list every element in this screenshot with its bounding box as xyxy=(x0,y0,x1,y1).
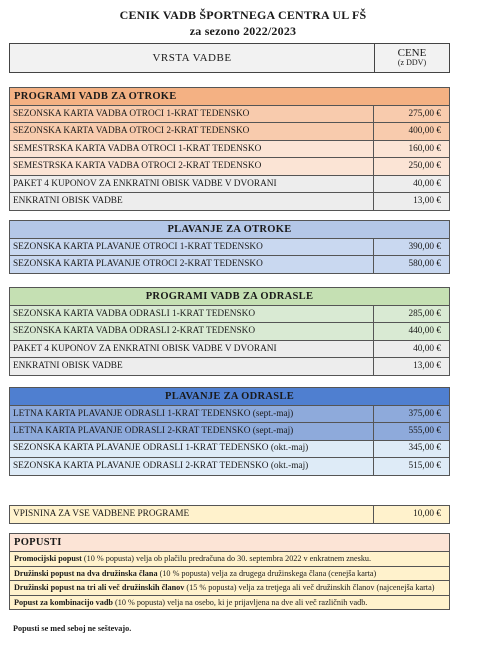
page-title: CENIK VADB ŠPORTNEGA CENTRA UL FŠ xyxy=(119,8,367,22)
row-price: 390,00 € xyxy=(374,238,450,256)
row-label: PAKET 4 KUPONOV ZA ENKRATNI OBISK VADBE V DVORANI xyxy=(10,175,374,193)
header-prices-vat: (z DDV) xyxy=(397,58,427,67)
row-label: SEZONSKA KARTA PLAVANJE ODRASLI 2-KRAT TEDENSKO (okt.-maj) xyxy=(10,458,374,476)
row-label: SEZONSKA KARTA VADBA OTROCI 1-KRAT TEDENSKO xyxy=(10,105,374,123)
row-label: ENKRATNI OBISK VADBE xyxy=(10,193,374,211)
table-row xyxy=(10,123,450,141)
row-price: 345,00 € xyxy=(374,440,450,458)
table-row xyxy=(10,405,450,423)
discounts-heading: POPUSTI xyxy=(10,534,449,552)
table-row xyxy=(10,323,450,341)
table-row xyxy=(10,105,450,123)
discounts-box xyxy=(9,533,450,610)
row-price: 400,00 € xyxy=(374,123,450,141)
row-label: SEZONSKA KARTA PLAVANJE ODRASLI 1-KRAT TEDENSKO (okt.-maj) xyxy=(10,440,374,458)
discount-name: Družinski popust na dva družinska člana xyxy=(14,568,158,578)
row-price: 10,00 € xyxy=(374,506,450,524)
row-price: 250,00 € xyxy=(374,158,450,176)
discounts-note: Popusti se med seboj ne seštevajo. xyxy=(13,624,132,633)
row-price: 275,00 € xyxy=(374,105,450,123)
section-heading: PLAVANJE ZA OTROKE xyxy=(10,221,450,239)
table-row xyxy=(10,458,450,476)
table-row xyxy=(10,305,450,323)
row-price: 285,00 € xyxy=(374,305,450,323)
row-price: 440,00 € xyxy=(374,323,450,341)
section-registration-fee xyxy=(9,505,450,524)
row-label: LETNA KARTA PLAVANJE ODRASLI 1-KRAT TEDENSKO (sept.-maj) xyxy=(10,405,374,423)
table-row xyxy=(10,175,450,193)
table-row xyxy=(10,158,450,176)
row-label: ENKRATNI OBISK VADBE xyxy=(10,358,374,376)
row-price: 40,00 € xyxy=(374,175,450,193)
discount-item xyxy=(10,581,449,596)
discount-text: (10 % popusta) velja za drugega družinskega člana (cenejša karta) xyxy=(157,568,377,578)
row-price: 13,00 € xyxy=(374,358,450,376)
page-subtitle: za sezono 2022/2023 xyxy=(189,24,297,38)
row-label: SEZONSKA KARTA PLAVANJE OTROCI 1-KRAT TEDENSKO xyxy=(10,238,374,256)
row-label: SEZONSKA KARTA PLAVANJE OTROCI 2-KRAT TEDENSKO xyxy=(10,256,374,274)
discount-item xyxy=(10,552,449,567)
table-row xyxy=(10,506,450,524)
section-heading: PROGRAMI VADB ZA OTROKE xyxy=(10,88,450,106)
section-adult-programs xyxy=(9,287,450,376)
section-heading: PROGRAMI VADB ZA ODRASLE xyxy=(10,288,450,306)
table-row xyxy=(10,238,450,256)
section-children-swimming xyxy=(9,220,450,274)
row-price: 160,00 € xyxy=(374,140,450,158)
discount-text: (15 % popusta) velja za tretjega ali več družinskih članov (najcenejša karta) xyxy=(184,583,435,592)
row-price: 40,00 € xyxy=(374,340,450,358)
discount-item xyxy=(10,567,449,582)
header-prices-label: CENE xyxy=(397,47,427,59)
section-children-programs xyxy=(9,87,450,211)
section-heading: PLAVANJE ZA ODRASLE xyxy=(10,388,450,406)
table-row xyxy=(10,140,450,158)
row-label: LETNA KARTA PLAVANJE ODRASLI 2-KRAT TEDENSKO (sept.-maj) xyxy=(10,423,374,441)
discount-item xyxy=(10,596,449,610)
table-row xyxy=(10,358,450,376)
row-label: SEZONSKA KARTA VADBA ODRASLI 1-KRAT TEDENSKO xyxy=(10,305,374,323)
header-training-type: VRSTA VADBE xyxy=(10,44,375,72)
row-price: 555,00 € xyxy=(374,423,450,441)
table-row xyxy=(10,256,450,274)
row-price: 375,00 € xyxy=(374,405,450,423)
row-price: 13,00 € xyxy=(374,193,450,211)
discount-text: (10 % popusta) velja ob plačilu predračuna do 30. septembra 2022 v enkratnem znesku. xyxy=(81,554,372,563)
row-label: SEMESTRSKA KARTA VADBA OTROCI 2-KRAT TEDENSKO xyxy=(10,158,374,176)
row-label: PAKET 4 KUPONOV ZA ENKRATNI OBISK VADBE V DVORANI xyxy=(10,340,374,358)
header-prices xyxy=(375,44,449,72)
row-label: SEMESTRSKA KARTA VADBA OTROCI 1-KRAT TEDENSKO xyxy=(10,140,374,158)
row-price: 515,00 € xyxy=(374,458,450,476)
table-row xyxy=(10,193,450,211)
discount-text: (10 % popusta) velja na osebo, ki je prijavljena na dve ali več različnih vadb. xyxy=(112,597,368,607)
discount-name: Družinski popust na tri ali več družinskih članov xyxy=(14,583,185,592)
row-label: VPISNINA ZA VSE VADBENE PROGRAME xyxy=(10,506,374,524)
row-label: SEZONSKA KARTA VADBA ODRASLI 2-KRAT TEDENSKO xyxy=(10,323,374,341)
price-list-header xyxy=(9,43,450,73)
table-row xyxy=(10,423,450,441)
section-adult-swimming xyxy=(9,387,450,476)
table-row xyxy=(10,340,450,358)
discount-name: Popust za kombinacijo vadb xyxy=(14,597,113,607)
table-row xyxy=(10,440,450,458)
row-price: 580,00 € xyxy=(374,256,450,274)
row-label: SEZONSKA KARTA VADBA OTROCI 2-KRAT TEDENSKO xyxy=(10,123,374,141)
discount-name: Promocijski popust xyxy=(14,554,82,563)
